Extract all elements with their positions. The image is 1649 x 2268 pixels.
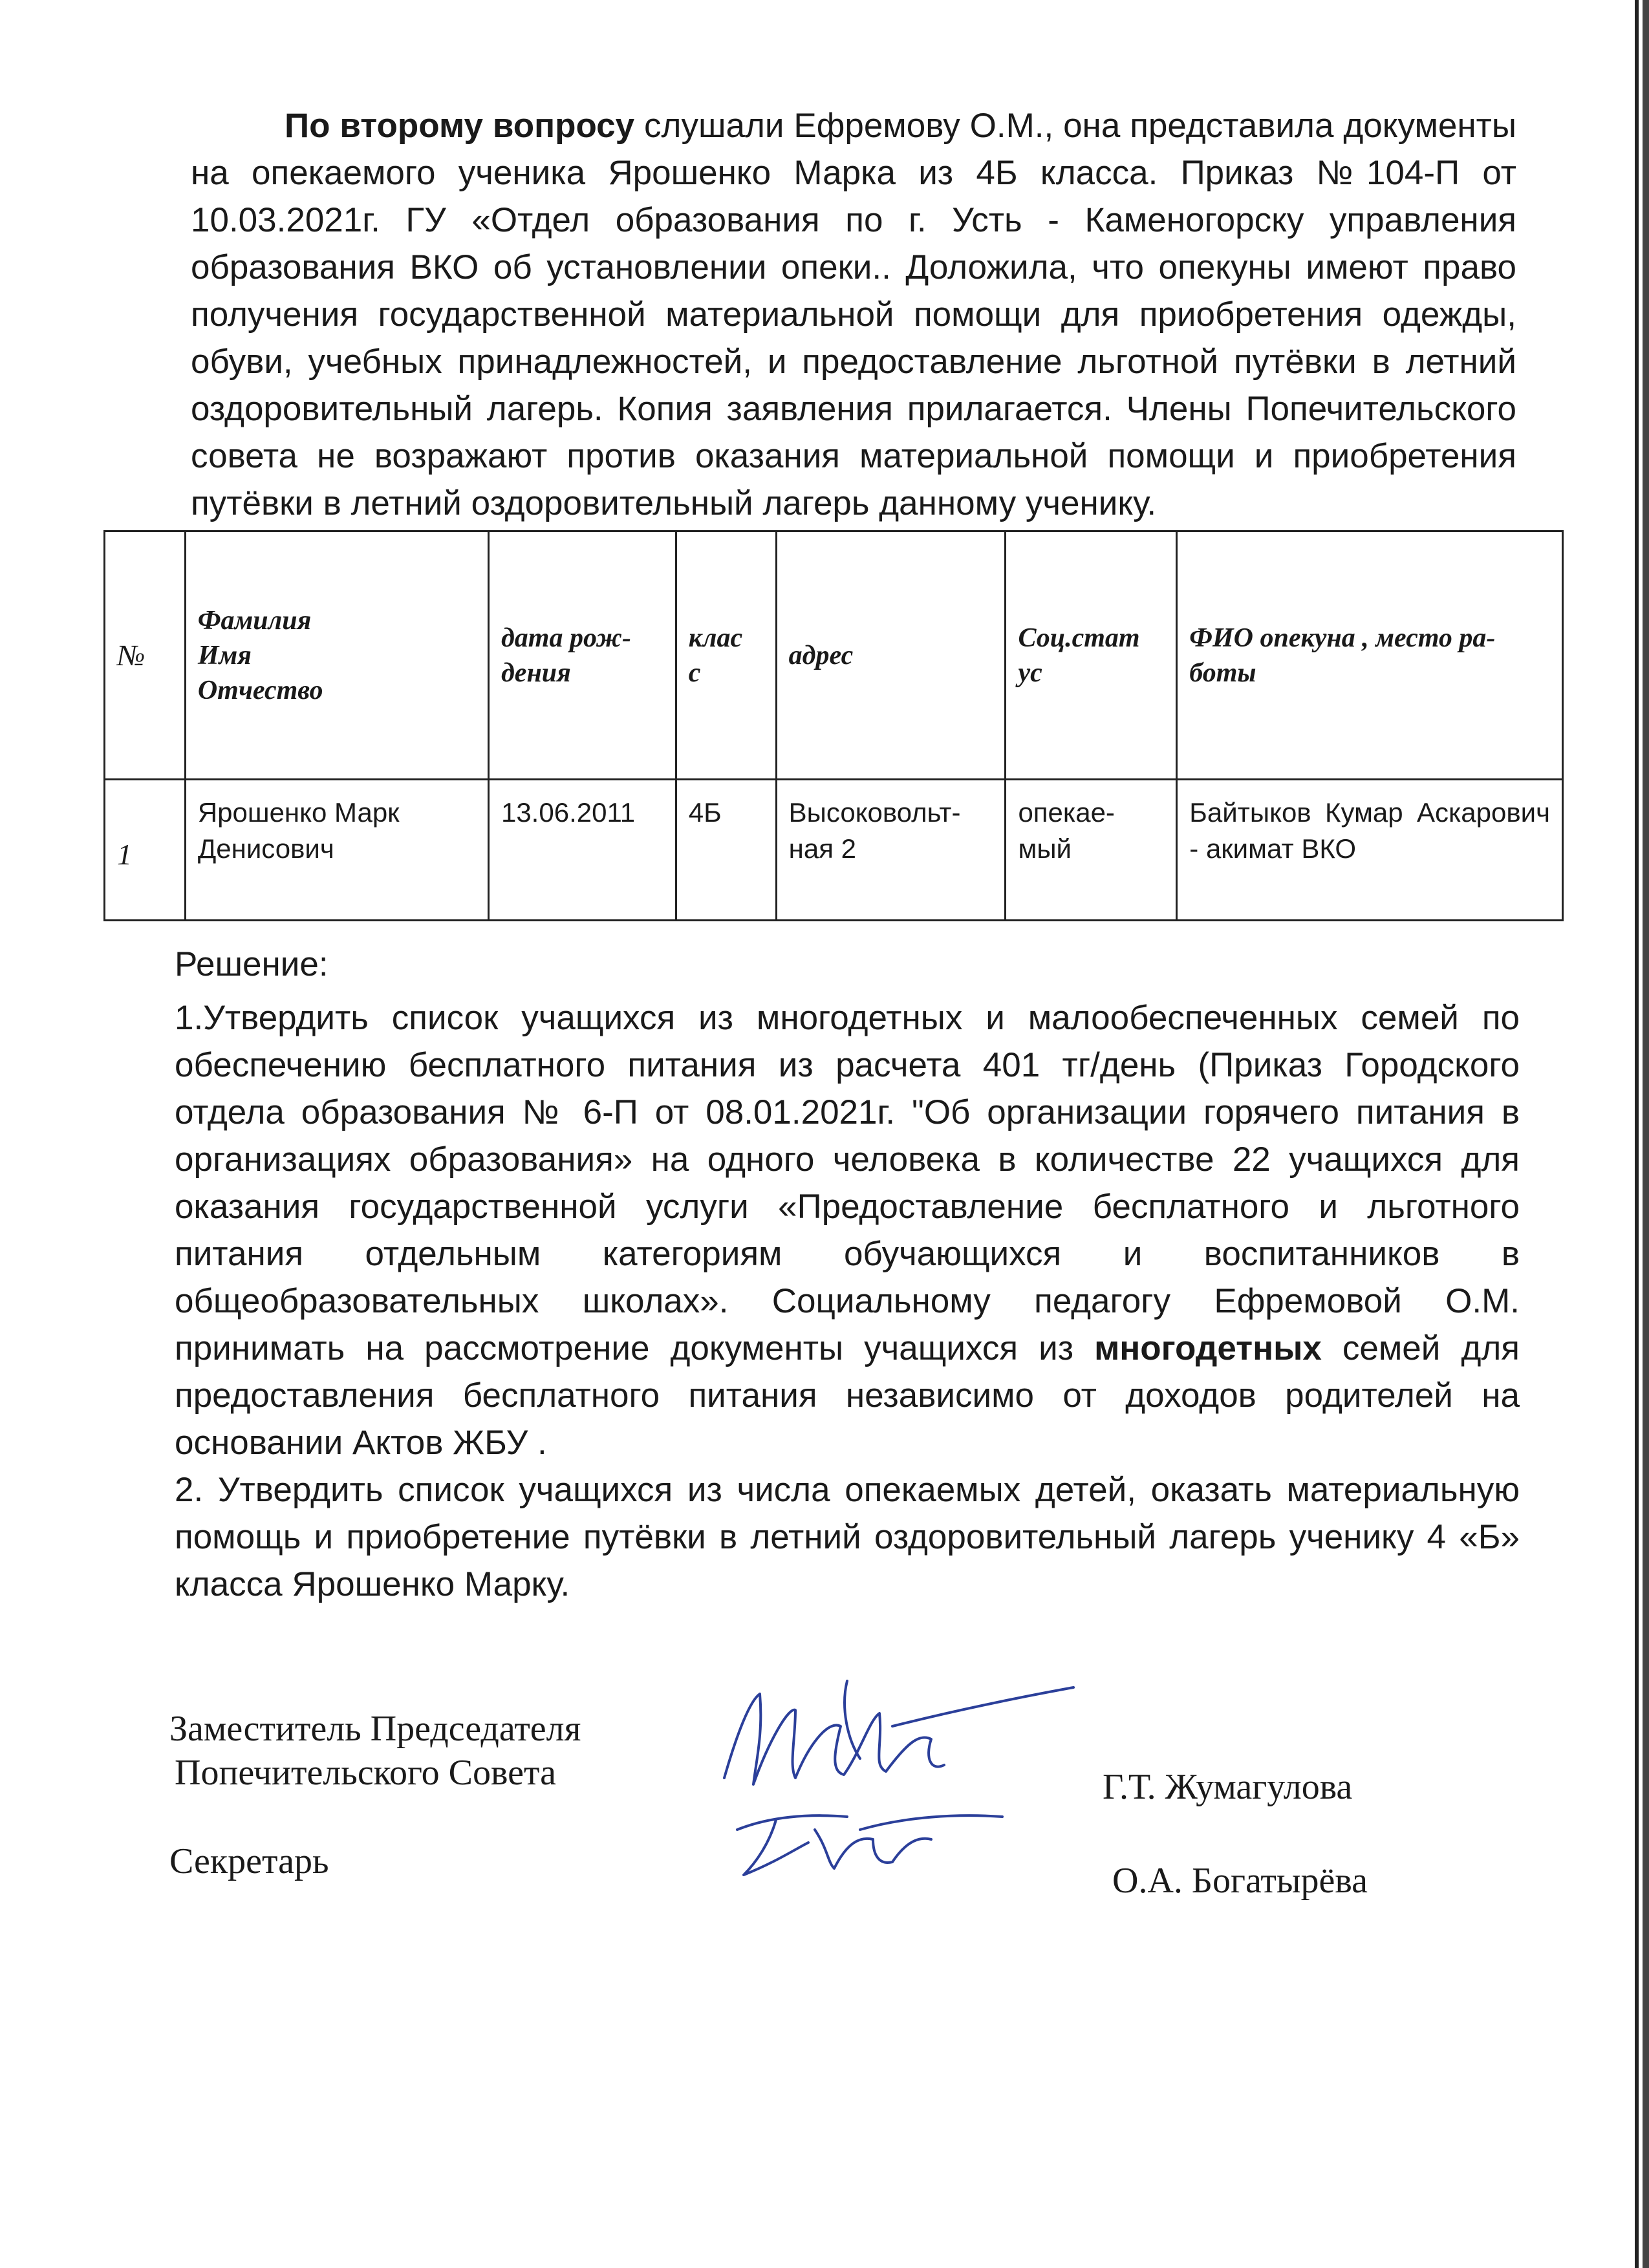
signature-role-line-1: Заместитель Председателя	[169, 1709, 581, 1749]
cell-guardian: Байтыков Кумар Аскарович - акимат ВКО	[1177, 780, 1563, 921]
signature-role-secretary: Секретарь	[169, 1841, 329, 1881]
cell-number: 1	[105, 780, 186, 921]
cell-birth-date: 13.06.2011	[488, 780, 676, 921]
decision-title: Решение:	[175, 945, 329, 983]
table-row	[105, 780, 1563, 921]
header-address: адрес	[776, 531, 1006, 780]
header-number: №	[105, 531, 186, 780]
cell-name: Ярошенко Марк Денисович	[185, 780, 488, 921]
guardianship-table	[103, 530, 1564, 921]
decision-item-1-text: 1.Утвердить список учащихся из многодетных и малообеспеченных семей по обеспечению бесплатного питания из расчета 401 тг/день (Приказ Городского отдела образования № 6-П от 08.01.2021г. "Об организации горячего питания в организациях образования» на одного человека в количестве 22 учащихся для оказания государственной услуги «Предоставление бесплатного и льготного питания отдельным категориям обучающихся и воспитанников в общеобразовательных школах». Социальному педагогу Ефремовой О.М. принимать на рассмотрение документы учащихся из	[175, 999, 1520, 1367]
intro-text: слушали Ефремову О.М., она представила документы на опекаемого ученика Ярошенко Марка из 4Б класса. Приказ №104-П от 10.03.2021г. ГУ «Отдел образования по г. Усть - Каменогорску управления образования ВКО об установлении опеки.. Доложила, что опекуны имеют право получения государственной материальной помощи для приобретения одежды, обуви, учебных принадлежностей, и предоставление льготной путёвки в летний оздоровительный лагерь. Копия заявления прилагается. Члены Попечительского совета не возражают против оказания материальной помощи и приобретения путёвки в летний оздоровительный лагерь данному ученику.	[191, 107, 1516, 522]
scan-edge	[1635, 0, 1639, 2268]
cell-social-status: опекае-мый	[1006, 780, 1177, 921]
header-birth-date: дата рож- дения	[488, 531, 676, 780]
signature-name-secretary: О.А. Богатырёва	[1112, 1861, 1368, 1901]
decision-item-2: 2. Утвердить список учащихся из числа опекаемых детей, оказать материальную помощь и приобретение путёвки в летний оздоровительный лагерь ученику 4 «Б» класса Ярошенко Марку.	[175, 1471, 1520, 1603]
header-class: клас с	[676, 531, 776, 780]
header-guardian: ФИО опекуна , место ра- боты	[1177, 531, 1563, 780]
decision-item-1-text-end: семей для предоставления бесплатного питания независимо от доходов родителей на основании Актов ЖБУ .	[175, 1329, 1520, 1462]
scan-edge-shadow	[1643, 0, 1649, 2268]
cell-address: Высоковольт-ная 2	[776, 780, 1006, 921]
signature-name-chair: Г.Т. Жумагулова	[1103, 1767, 1353, 1807]
signature-role-line-2: Попечительского Совета	[175, 1753, 556, 1793]
intro-bold-lead: По второму вопросу	[285, 107, 635, 145]
header-full-name: Фамилия Имя Отчество	[185, 531, 488, 780]
header-social-status: Соц.стат ус	[1006, 531, 1177, 780]
decision-item-1-bold: многодетных	[1094, 1329, 1322, 1367]
table-header-row	[105, 531, 1563, 780]
decision-item-1	[175, 994, 1520, 1466]
decision-section	[175, 941, 1520, 1608]
handwritten-signatures	[698, 1655, 1086, 1901]
intro-paragraph	[191, 102, 1516, 527]
cell-class: 4Б	[676, 780, 776, 921]
